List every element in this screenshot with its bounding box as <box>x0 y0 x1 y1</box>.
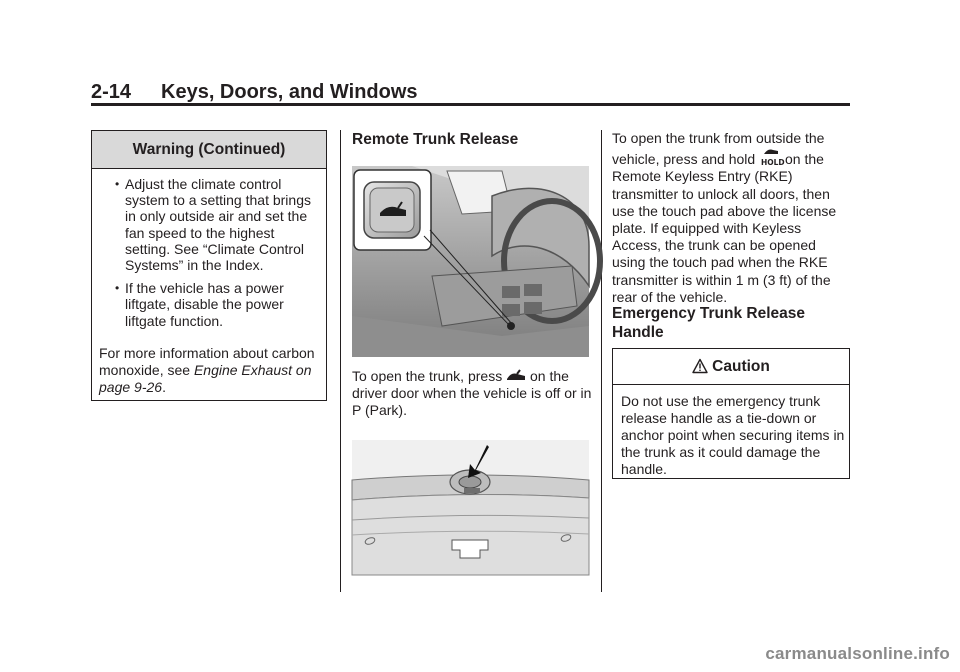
warning-title: Warning (Continued) <box>92 131 326 169</box>
warning-more-info <box>99 345 323 396</box>
header-rule <box>91 103 850 106</box>
trunk-touchpad-illustration <box>352 440 589 575</box>
outside-open-text-start: To open the trunk from outside the vehicle, press and hold <box>612 130 825 168</box>
column-divider-left <box>340 130 341 592</box>
page-header <box>91 80 850 104</box>
emergency-trunk-release-heading: Emergency Trunk Release Handle <box>612 305 805 341</box>
remote-release-text-start: To open the trunk, press <box>352 368 503 384</box>
warning-bullet-1: • Adjust the climate control system to a setting that brings in only outside air and set the fan speed to the highest setting. See “Climate Control Systems” in the Index. <box>92 176 326 273</box>
rke-trunk-hold-icon <box>759 147 785 168</box>
remote-release-paragraph <box>352 368 592 419</box>
caution-header <box>613 349 849 385</box>
warning-bullet-2: • If the vehicle has a power liftgate, disable the power liftgate function. <box>92 280 326 329</box>
warning-bullet-list <box>92 176 326 329</box>
hold-icon-label: HOLD <box>761 158 785 168</box>
section-title: Keys, Doors, and Windows <box>161 81 418 103</box>
more-info-suffix: . <box>162 379 166 395</box>
more-info-text: For more information about carbon monoxide, see <box>99 345 315 378</box>
door-trunk-button-illustration <box>352 166 589 357</box>
column-divider-right <box>601 130 602 592</box>
watermark: carmanualsonline.info <box>765 644 950 663</box>
outside-open-text-end: on the Remote Keyless Entry (RKE) transmitter to unlock all doors, then use the touch pad above the license plate. If equipped with Keyless Access, the trunk can be opened using the touch pad when the RKE transmitter is within 1 m (3 ft) of the rear of the vehicle. <box>612 151 837 305</box>
caution-box <box>612 348 850 479</box>
caution-triangle-icon <box>692 358 708 374</box>
caution-title: Caution <box>712 358 770 375</box>
caution-text: Do not use the emergency trunk release handle as a tie-down or anchor point when securing items in the trunk as it could damage the handle. <box>621 393 845 477</box>
warning-box <box>91 130 327 401</box>
trunk-release-icon <box>506 370 526 383</box>
page-number: 2-14 <box>91 81 132 103</box>
outside-open-paragraph <box>612 130 852 306</box>
remote-release-text-end: on the driver door when the vehicle is off or in P (Park). <box>352 368 592 418</box>
remote-trunk-release-heading: Remote Trunk Release <box>352 131 519 148</box>
engine-exhaust-link[interactable]: Engine Exhaust on page 9-26 <box>99 362 312 395</box>
